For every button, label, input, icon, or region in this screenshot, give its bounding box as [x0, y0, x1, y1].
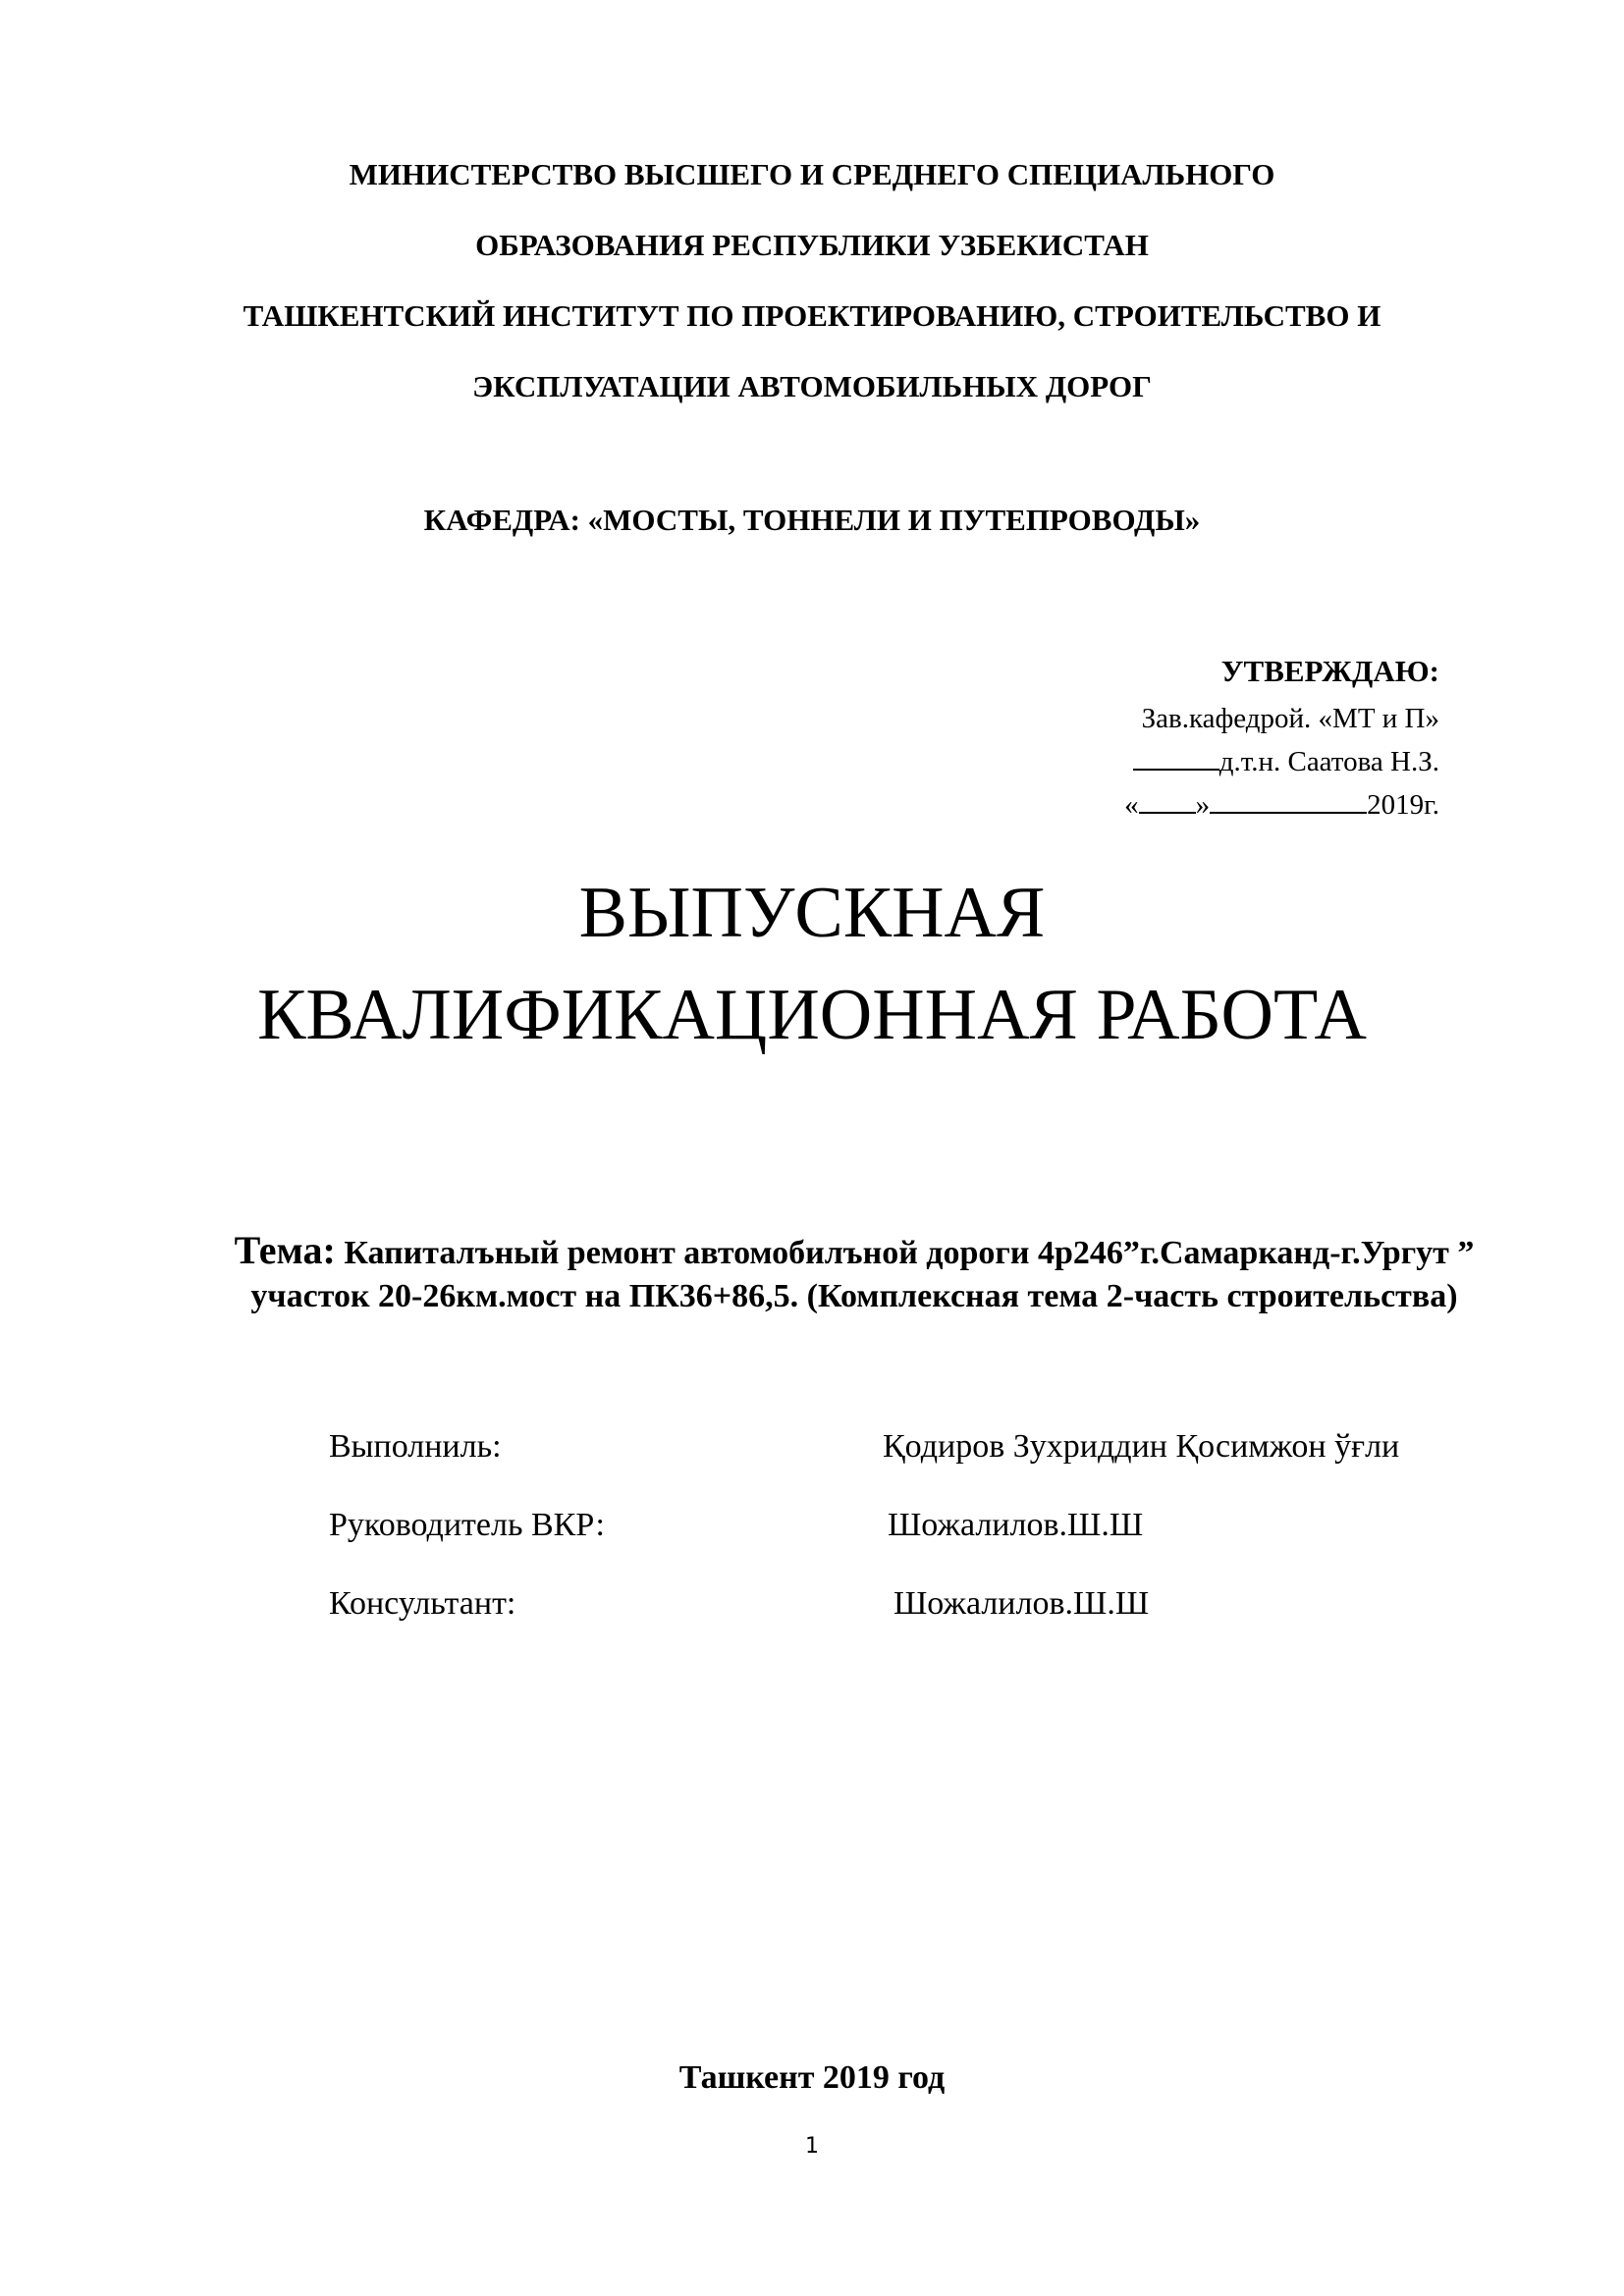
page-number: 1 — [805, 2134, 819, 2159]
work-title-line-2: КВАЛИФИКАЦИОННАЯ РАБОТА — [257, 975, 1367, 1055]
consultant-label: Консультант: — [329, 1585, 516, 1622]
signature-blank — [1133, 741, 1219, 771]
date-open-quote: « — [1124, 789, 1139, 821]
approval-signature-row — [850, 740, 1439, 783]
header-line-1: МИНИСТЕРСТВО ВЫСШЕГО И СРЕДНЕГО СПЕЦИАЛЬНОГО — [349, 157, 1275, 191]
header-line-4: ЭКСПЛУАТАЦИИ АВТОМОБИЛЬНЫХ ДОРОГ — [472, 369, 1152, 403]
city-year: Ташкент 2019 год — [678, 2059, 946, 2096]
work-title-line-1: ВЫПУСКНАЯ — [578, 873, 1046, 953]
department-title: КАФЕДРА: «МОСТЫ, ТОННЕЛИ И ПУТЕПРОВОДЫ» — [423, 503, 1201, 537]
topic-text: Капиталъный ремонт автомобилъной дороги 4р246”г.Самарканд-г.Ургут ” участок 20-26км.мост на ПК36+86,5. (Комплексная тема 2-часть строительства) — [250, 1235, 1475, 1314]
approval-date-row — [850, 783, 1439, 827]
approval-head-of-department: Зав.кафедрой. «МТ и П» — [1141, 703, 1439, 734]
date-close-quote: » — [1195, 789, 1211, 821]
approval-signer: д.т.н. Саатова Н.З. — [1218, 746, 1439, 777]
month-blank — [1210, 784, 1367, 814]
ministry-header — [0, 145, 1624, 428]
header-line-2: ОБРАЗОВАНИЯ РЕСПУБЛИКИ УЗБЕКИСТАН — [475, 228, 1149, 262]
approval-title: УТВЕРЖДАЮ: — [1220, 654, 1439, 688]
approval-year: 2019г. — [1367, 789, 1439, 821]
work-title — [0, 862, 1624, 1066]
performed-label: Выполниль: — [329, 1428, 502, 1465]
day-blank — [1139, 784, 1196, 814]
performed-value: Қодиров Зухриддин Қосимжон ўғли — [883, 1428, 1400, 1465]
consultant-value: Шожалилов.Ш.Ш — [893, 1585, 1150, 1622]
approval-block — [850, 648, 1439, 827]
topic-label: Тема: — [234, 1228, 336, 1272]
supervisor-label: Руководитель ВКР: — [329, 1507, 605, 1543]
topic-block — [216, 1229, 1492, 1318]
header-line-3: ТАШКЕНТСКИЙ ИНСТИТУТ ПО ПРОЕКТИРОВАНИЮ, СТРОИТЕЛЬСТВО И — [243, 298, 1381, 333]
supervisor-value: Шожалилов.Ш.Ш — [888, 1507, 1144, 1543]
